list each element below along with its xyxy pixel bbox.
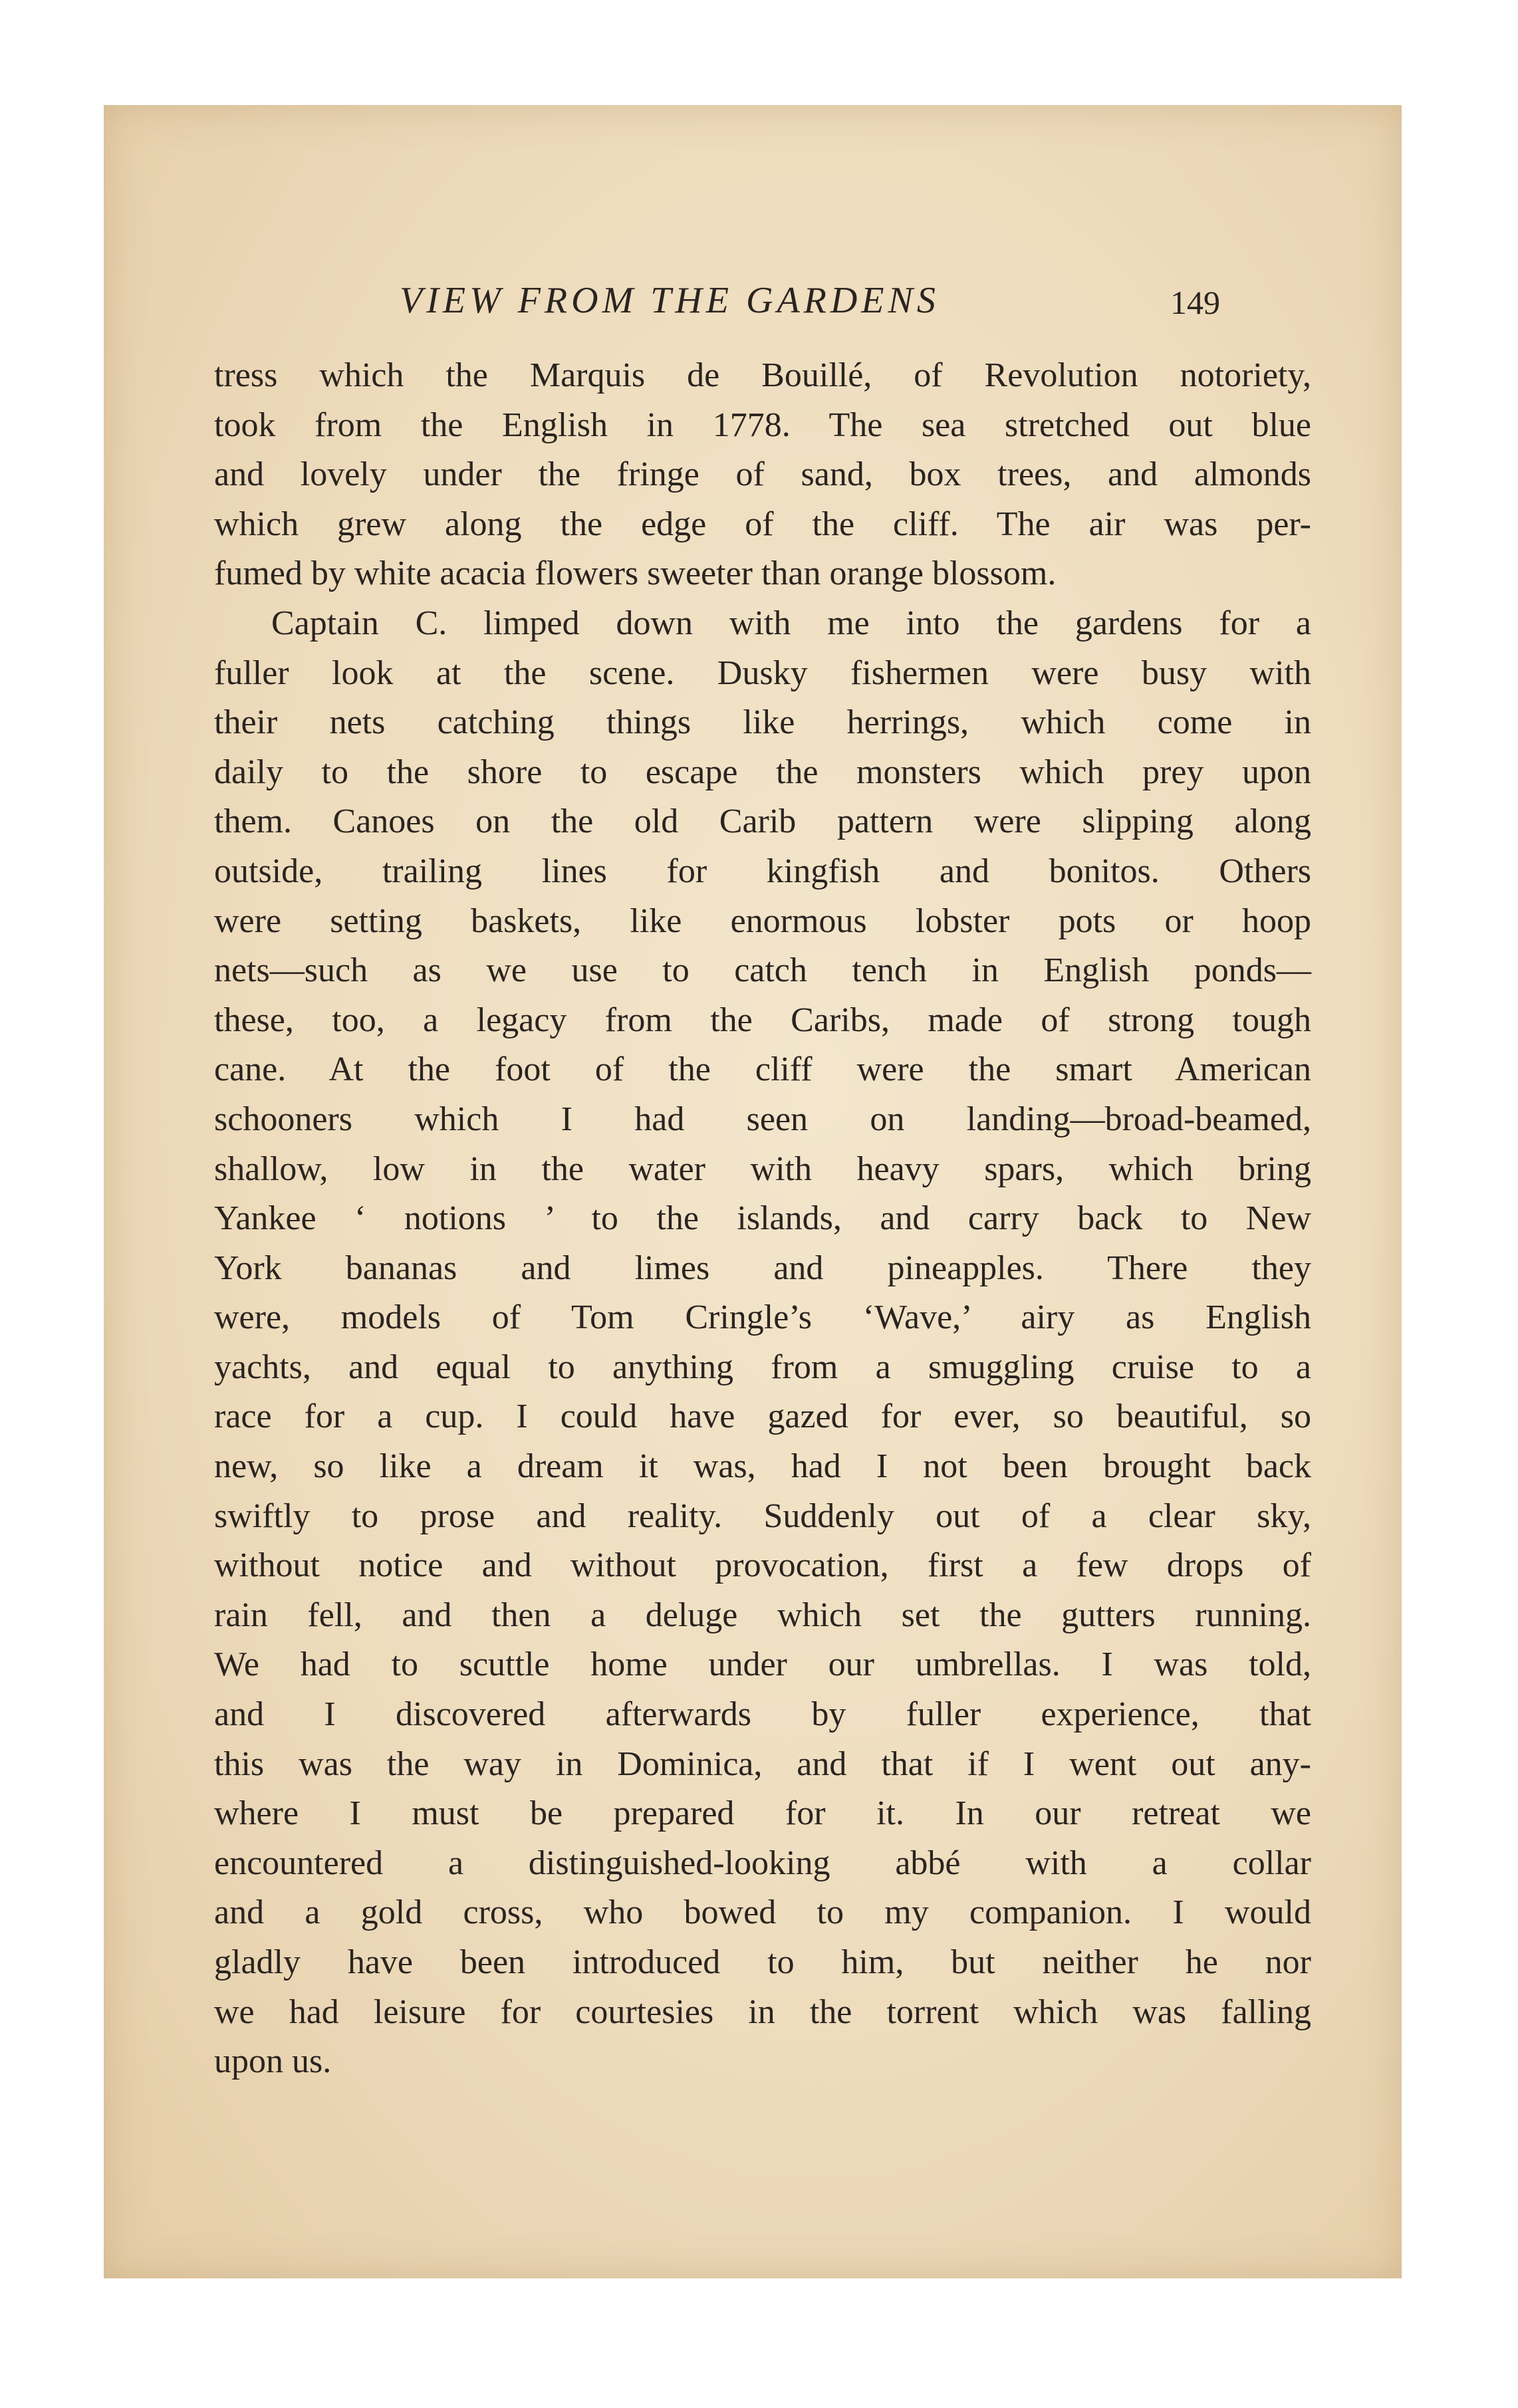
text-line: this was the way in Dominica, and that if I went out any- (214, 1745, 1311, 1783)
text-line: and a gold cross, who bowed to my companion. I would (214, 1893, 1311, 1932)
text-line: and lovely under the fringe of sand, box trees, and almonds (214, 455, 1311, 494)
text-line: York bananas and limes and pineapples. There they (214, 1249, 1311, 1287)
text-line: swiftly to prose and reality. Suddenly out of a clear sky, (214, 1497, 1311, 1535)
running-head (104, 279, 1402, 332)
text-line: them. Canoes on the old Carib pattern were slipping along (214, 802, 1311, 841)
text-line: daily to the shore to escape the monsters which prey upon (214, 753, 1311, 791)
text-line: race for a cup. I could have gazed for ever, so beautiful, so (214, 1397, 1311, 1436)
text-line: outside, trailing lines for kingfish and bonitos. Others (214, 852, 1311, 890)
text-line: shallow, low in the water with heavy spars, which bring (214, 1149, 1311, 1188)
text-line: gladly have been introduced to him, but neither he nor (214, 1943, 1311, 1981)
text-line: and I discovered afterwards by fuller experience, that (214, 1695, 1311, 1734)
text-line: fumed by white acacia flowers sweeter than orange blossom. (214, 554, 1057, 593)
text-line: were setting baskets, like enormous lobster pots or hoop (214, 902, 1311, 940)
text-line: schooners which I had seen on landing—broad-beamed, (214, 1100, 1311, 1138)
text-line: cane. At the foot of the cliff were the smart American (214, 1050, 1311, 1089)
text-line: which grew along the edge of the cliff. The air was per- (214, 505, 1311, 543)
text-line: yachts, and equal to anything from a smuggling cruise to a (214, 1348, 1311, 1386)
text-line: without notice and without provocation, first a few drops of (214, 1546, 1311, 1585)
text-line: these, too, a legacy from the Caribs, made of strong tough (214, 1001, 1311, 1039)
text-line: nets—such as we use to catch tench in English ponds— (214, 951, 1311, 990)
body-text (214, 351, 1311, 2087)
text-line: fuller look at the scene. Dusky fishermen were busy with (214, 654, 1311, 692)
text-line: their nets catching things like herrings, which come in (214, 703, 1311, 742)
text-line: tress which the Marquis de Bouillé, of Revolution notoriety, (214, 356, 1311, 394)
text-line: upon us. (214, 2042, 332, 2081)
text-line: new, so like a dream it was, had I not been brought back (214, 1447, 1311, 1486)
book-page (104, 105, 1402, 2278)
text-line: rain fell, and then a deluge which set the gutters running. (214, 1596, 1311, 1634)
running-title: VIEW FROM THE GARDENS (400, 280, 940, 321)
text-line: Yankee ‘ notions ’ to the islands, and carry back to New (214, 1199, 1311, 1238)
text-line: encountered a distinguished-looking abbé with a collar (214, 1844, 1311, 1882)
text-line: took from the English in 1778. The sea stretched out blue (214, 406, 1311, 444)
paragraph-start-line: Captain C. limped down with me into the gardens for a (271, 604, 1311, 642)
text-line: we had leisure for courtesies in the torrent which was falling (214, 1992, 1311, 2031)
text-line: were, models of Tom Cringle’s ‘Wave,’ airy as English (214, 1298, 1311, 1337)
text-line: where I must be prepared for it. In our retreat we (214, 1794, 1311, 1833)
page-number: 149 (1170, 284, 1220, 321)
text-line: We had to scuttle home under our umbrellas. I was told, (214, 1645, 1311, 1684)
